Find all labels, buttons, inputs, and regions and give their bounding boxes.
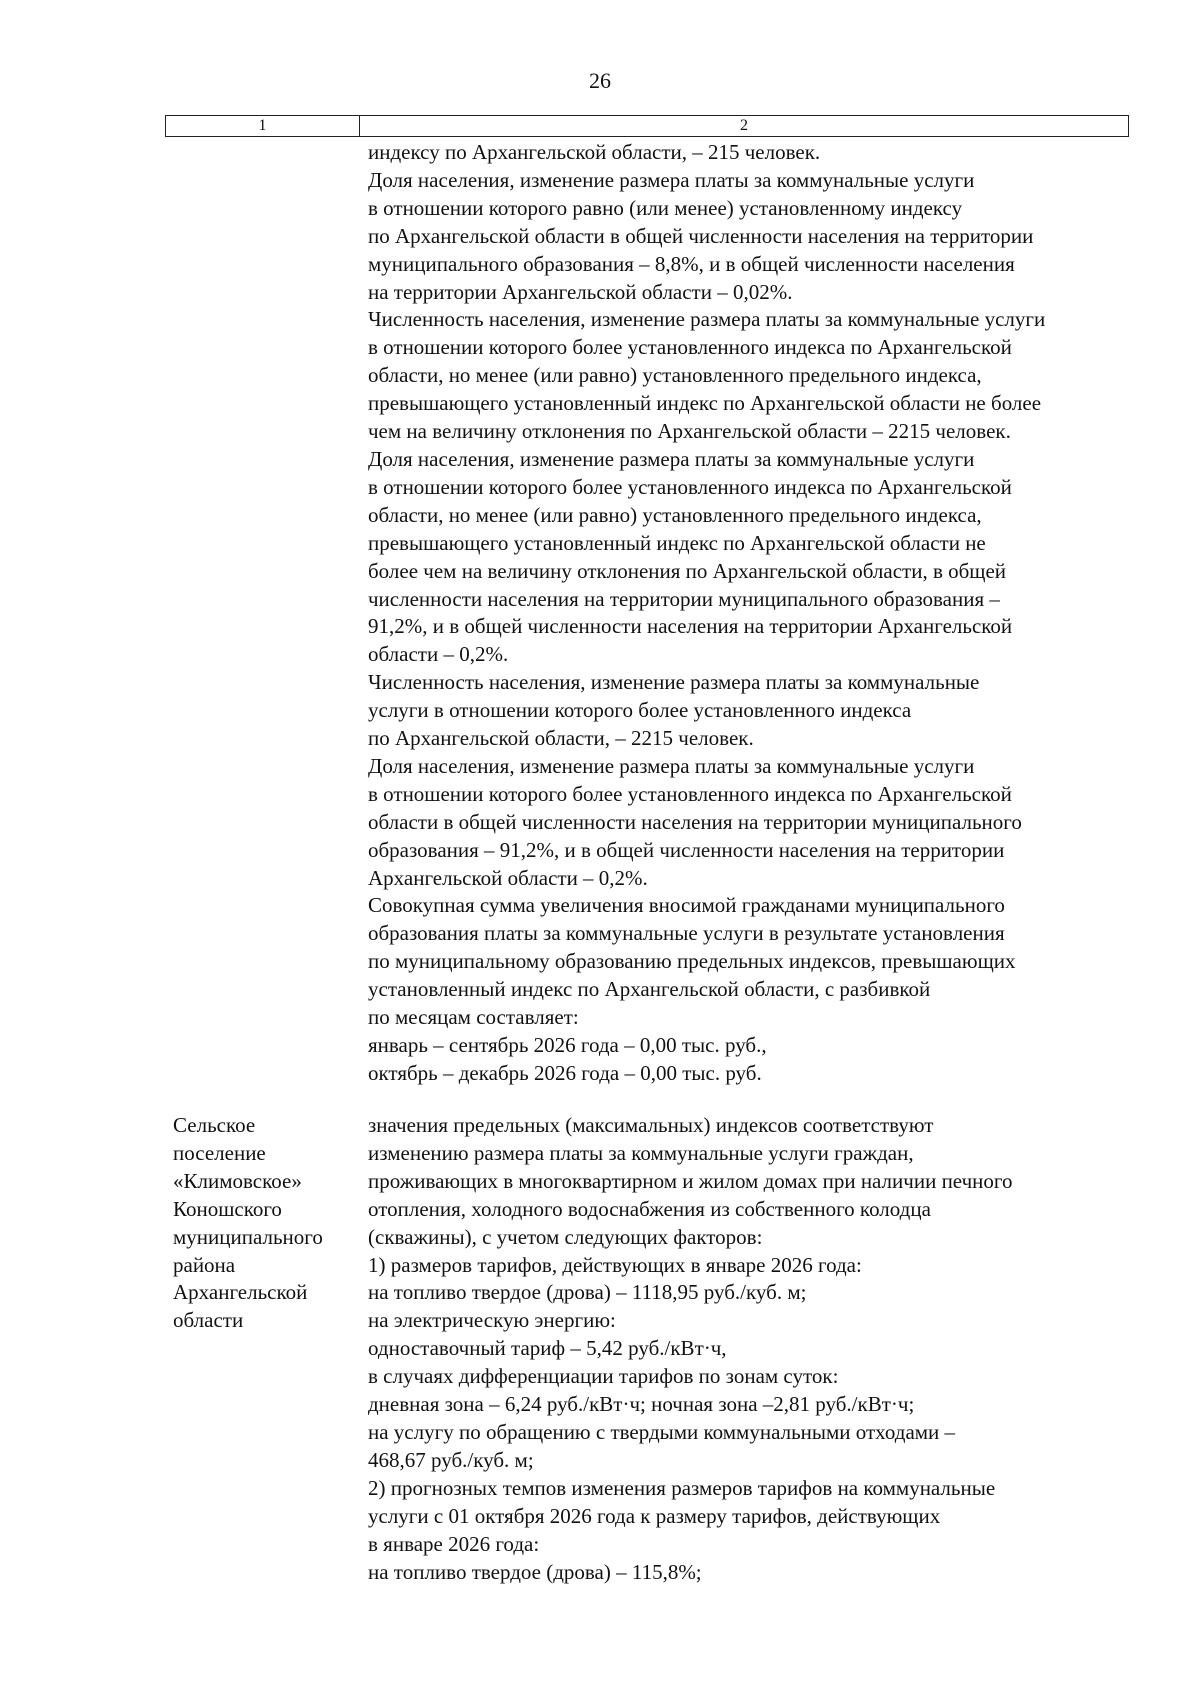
text-line: октябрь – декабрь 2026 года – 0,00 тыс. руб. xyxy=(368,1060,762,1085)
text-line: (скважины), с учетом следующих факторов: xyxy=(368,1224,763,1249)
text-line: в отношении которого равно (или менее) установленному индексу xyxy=(368,195,963,220)
text-line: дневная зона – 6,24 руб./кВт·ч; ночная зона –2,81 руб./кВт·ч; xyxy=(368,1392,915,1417)
text-line: Доля населения, изменение размера платы за коммунальные услуги xyxy=(368,753,975,778)
municipality-name-line: Архангельской xyxy=(173,1280,308,1305)
municipality-name-line: Сельское xyxy=(173,1113,256,1137)
text-line: численности населения на территории муниципального образования – xyxy=(368,586,1000,611)
text-line: в отношении которого более установленного индекса по Архангельской xyxy=(368,781,1012,806)
text-line: более чем на величину отклонения по Архангельской области, в общей xyxy=(368,558,1007,583)
text-line: значения предельных (максимальных) индексов соответствуют xyxy=(368,1113,934,1137)
text-line: в случаях дифференциации тарифов по зонам суток: xyxy=(368,1364,839,1389)
text-line: на услугу по обращению с твердыми коммунальными отходами – xyxy=(368,1419,956,1444)
text-line: 2) прогнозных темпов изменения размеров тарифов на коммунальные xyxy=(368,1475,996,1500)
text-line: по Архангельской области, – 2215 человек. xyxy=(368,726,754,751)
text-line: 468,67 руб./куб. м; xyxy=(368,1447,534,1472)
text-line: в январе 2026 года: xyxy=(368,1531,540,1556)
text-line: проживающих в многоквартирном и жилом домах при наличии печного xyxy=(368,1168,1013,1193)
text-line: Доля населения, изменение размера платы за коммунальные услуги xyxy=(368,167,975,192)
text-line: по месяцам составляет: xyxy=(368,1005,579,1030)
text-line: на электрическую энергию: xyxy=(368,1308,616,1333)
text-line: области – 0,2%. xyxy=(368,642,509,667)
text-line: области в общей численности населения на территории муниципального xyxy=(368,809,1022,834)
table-header-col2: 2 xyxy=(740,117,748,134)
text-line: в отношении которого более установленного индекса по Архангельской xyxy=(368,335,1012,360)
municipality-name-cell xyxy=(173,1112,363,1335)
text-line: образования – 91,2%, и в общей численности населения на территории xyxy=(368,837,1005,862)
text-line: Численность населения, изменение размера платы за коммунальные услуги xyxy=(368,307,1046,332)
text-line: индексу по Архангельской области, – 215 человек. xyxy=(368,140,821,164)
table-header-col1: 1 xyxy=(166,116,360,136)
text-line: образования платы за коммунальные услуги в результате установления xyxy=(368,921,1005,946)
text-line: по Архангельской области в общей численности населения на территории xyxy=(368,223,1034,248)
text-line: муниципального образования – 8,8%, и в общей численности населения xyxy=(368,251,1015,276)
text-line: изменению размера платы за коммунальные услуги граждан, xyxy=(368,1140,914,1165)
text-line: по муниципальному образованию предельных индексов, превышающих xyxy=(368,949,1016,974)
page-number: 26 xyxy=(589,68,611,93)
text-line: Доля населения, изменение размера платы за коммунальные услуги xyxy=(368,446,975,471)
municipality-name-line: Коношского xyxy=(173,1196,282,1221)
municipality-name-line: области xyxy=(173,1308,244,1333)
municipality-description-cell xyxy=(368,1112,1138,1586)
text-line: превышающего установленный индекс по Архангельской области не xyxy=(368,530,986,555)
municipality-name-line: поселение xyxy=(173,1140,266,1165)
text-line: в отношении которого более установленного индекса по Архангельской xyxy=(368,474,1012,499)
text-line: одноставочный тариф – 5,42 руб./кВт·ч, xyxy=(368,1336,727,1361)
text-line: январь – сентябрь 2026 года – 0,00 тыс. руб., xyxy=(368,1033,767,1057)
text-line: 1) размеров тарифов, действующих в январе 2026 года: xyxy=(368,1252,862,1277)
text-line: на топливо твердое (дрова) – 1118,95 руб./куб. м; xyxy=(368,1280,807,1305)
text-line: услуги с 01 октября 2026 года к размеру тарифов, действующих xyxy=(368,1503,941,1528)
text-line: 91,2%, и в общей численности населения на территории Архангельской xyxy=(368,614,1013,639)
text-line: услуги в отношении которого более установленного индекса xyxy=(368,698,912,723)
text-line: отопления, холодного водоснабжения из собственного колодца xyxy=(368,1196,931,1221)
municipality-name-line: «Климовское» xyxy=(173,1168,302,1193)
text-line: превышающего установленный индекс по Архангельской области не более xyxy=(368,391,1042,416)
text-line: Архангельской области – 0,2%. xyxy=(368,865,648,890)
text-line: Совокупная сумма увеличения вносимой гражданами муниципального xyxy=(368,893,1005,918)
table-header-row xyxy=(165,115,1129,137)
text-line: области, но менее (или равно) установленного предельного индекса, xyxy=(368,502,982,527)
text-line: чем на величину отклонения по Архангельской области – 2215 человек. xyxy=(368,419,1011,444)
municipality-name-line: района xyxy=(173,1252,236,1277)
text-line: на топливо твердое (дрова) – 115,8%; xyxy=(368,1559,702,1584)
previous-municipality-text xyxy=(368,139,1138,1088)
text-line: области, но менее (или равно) установленного предельного индекса, xyxy=(368,363,982,388)
text-line: Численность населения, изменение размера платы за коммунальные xyxy=(368,670,980,695)
municipality-name-line: муниципального xyxy=(173,1224,323,1249)
text-line: установленный индекс по Архангельской области, с разбивкой xyxy=(368,977,931,1002)
text-line: на территории Архангельской области – 0,02%. xyxy=(368,279,793,304)
